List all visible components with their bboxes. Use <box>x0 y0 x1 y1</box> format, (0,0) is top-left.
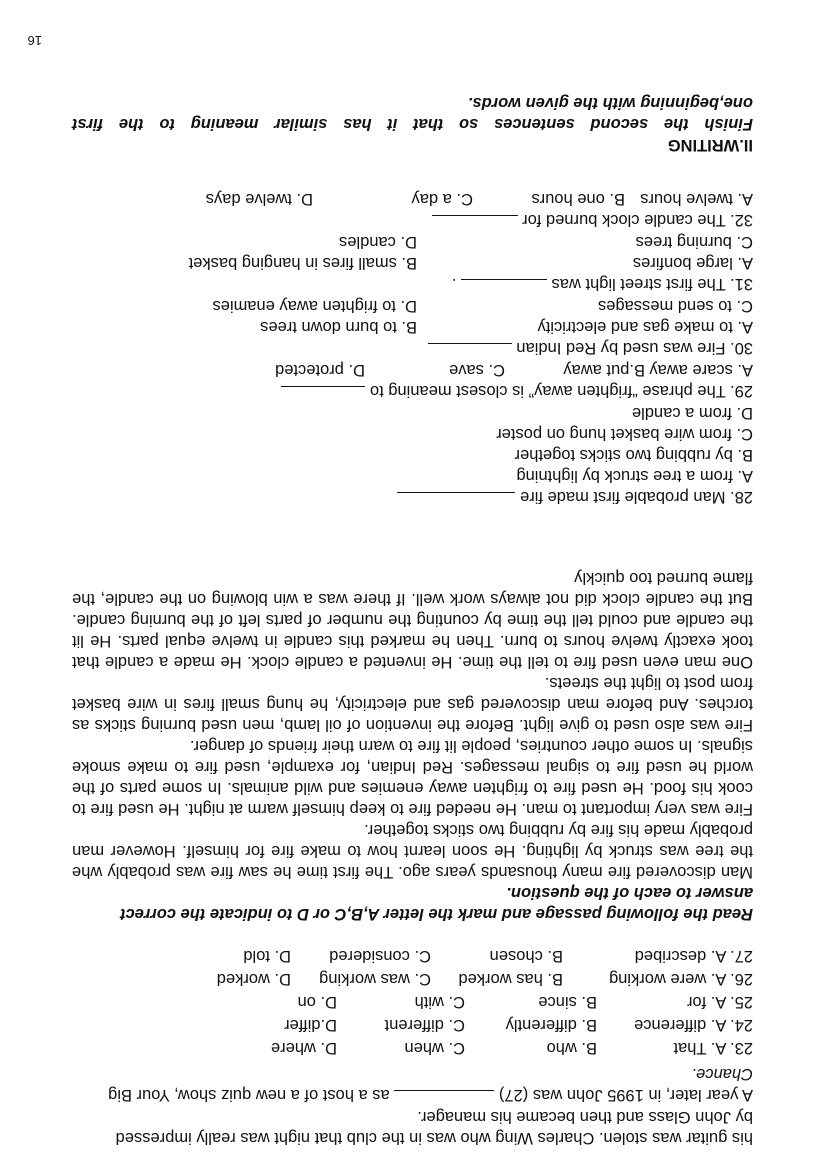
reading-instruction: answer to each of the question. <box>506 884 753 902</box>
option-d[interactable]: D. protected <box>275 361 365 379</box>
question-text: 29. The phrase “frighten away” is closest meaning to <box>369 382 753 400</box>
option-c[interactable]: C. with <box>414 993 465 1011</box>
option-b[interactable]: B. who <box>546 1039 597 1057</box>
option-c[interactable]: C. burning trees <box>635 233 753 251</box>
reading-paragraph-2: Fire was very important to man. He needed fire to keep himself warm at night. He used fire to cook his food. He used fire to frighten away enemies and wild animals. In some parts of the world he used fire to signal messages. Red Indian, for example, used fire to make smoke signals. In some other countries, people lit fire to warn their friends of danger. <box>72 737 753 818</box>
writing-instruction: Finish the second sentences so that it has similar meaning to the first <box>72 115 753 133</box>
reading-section <box>72 567 753 924</box>
option-c[interactable]: C. a day <box>411 190 473 208</box>
reading-paragraph-1: Man discovered fire many thousands years ago. The first time he saw fire was probably whe the tree was struck by lighting. He soon learnt how to make fire for himself. However man probably made his fire by rubbing two sticks together. <box>72 821 753 881</box>
question-31-options-ab <box>72 252 753 273</box>
option-d[interactable]: D. twelve days <box>205 190 313 208</box>
option-b[interactable]: B. since <box>538 993 597 1011</box>
option-d[interactable]: D. where <box>270 1039 337 1057</box>
question-28-stem <box>72 486 753 508</box>
option-b[interactable]: B. small fires in hanging basket <box>188 254 417 272</box>
option-d[interactable]: D.differ <box>284 1016 337 1034</box>
option-d[interactable]: D. to frighten away enamies <box>212 297 417 315</box>
question-row-25 <box>72 991 753 1012</box>
question-30-stem <box>72 337 753 359</box>
question-row-23 <box>72 1037 753 1058</box>
question-row-27 <box>72 945 753 966</box>
passage-text: A year later, in 1995 John was (27) <box>498 1086 753 1104</box>
option-d[interactable]: D. candles <box>339 233 417 251</box>
passage-line-with-blank <box>72 1084 753 1106</box>
option-c[interactable]: C. considered <box>329 947 431 965</box>
option-a[interactable]: 26. A. were working <box>609 970 753 988</box>
option-a[interactable]: A. twelve hours <box>640 190 753 208</box>
question-32-options <box>72 188 753 209</box>
option-c[interactable]: C. when <box>404 1039 465 1057</box>
option-a[interactable]: 24. A. difference <box>634 1016 753 1034</box>
option-b[interactable]: B. one hours <box>531 190 625 208</box>
option-b[interactable]: B. differently <box>505 1016 597 1034</box>
question-text: 30. Fire was used by Red Indian <box>516 339 753 357</box>
option-d[interactable]: D. told <box>243 947 291 965</box>
option-b[interactable]: B.put away <box>563 361 645 379</box>
option-a[interactable]: 27. A. described <box>634 947 753 965</box>
option-b[interactable]: B. by rubbing two sticks together <box>514 446 753 464</box>
question-text: . <box>451 275 457 293</box>
passage-continuation <box>72 1063 753 1148</box>
question-text: 28. Man probable first made fire <box>520 488 753 506</box>
passage-line: his guitar was stolen. Charles Wing who was in the club that night was really impressed <box>115 1129 753 1147</box>
answer-blank-31[interactable] <box>461 279 547 295</box>
option-c[interactable]: C. from wire basket hung on poster <box>496 425 753 443</box>
question-29-options <box>72 359 753 380</box>
option-a[interactable]: 25. A. for <box>686 993 753 1011</box>
option-a[interactable]: A. to make gas and electricity <box>537 318 753 336</box>
question-29-stem <box>72 380 753 402</box>
question-30-options-ab <box>72 316 753 337</box>
option-b[interactable]: B. to burn down trees <box>260 318 417 336</box>
passage-line: by John Glass and then became his manager. <box>417 1108 753 1126</box>
option-a[interactable]: A. scare away <box>649 361 753 379</box>
writing-section <box>72 92 753 155</box>
question-text: 32. The candle clock burned for <box>522 211 753 229</box>
question-31-options-cd <box>72 231 753 252</box>
option-a[interactable]: A. large bonfires <box>632 254 753 272</box>
option-a[interactable]: A. from a tree struck by lightning <box>516 467 753 485</box>
question-row-26 <box>72 968 753 989</box>
reading-paragraph-4: One man even used fire to tell the time. He invented a candle clock. He made a candle that took exactly twelve hours to burn. Then he marked this candle in twelve equal parts. He lit the candle and could tell the time by counting the number of parts left of the burning candle. But the candle clock did not always work well. If there was a win blowing on the candle, the flame burned too quickly <box>72 569 753 671</box>
question-32-stem <box>72 209 753 231</box>
option-c[interactable]: C. was working <box>319 970 431 988</box>
option-b[interactable]: B. chosen <box>489 947 563 965</box>
answer-blank-28[interactable] <box>397 492 515 508</box>
reading-questions <box>72 188 753 508</box>
option-a[interactable]: 23. A. That <box>673 1039 753 1057</box>
passage-line: Chance. <box>691 1065 753 1083</box>
option-b[interactable]: B. has worked <box>458 970 563 988</box>
option-c[interactable]: C. to send messages <box>598 297 753 315</box>
question-31-stem <box>72 273 753 295</box>
answer-blank-30[interactable] <box>428 343 512 359</box>
reading-paragraph-3: Fire was also used to give light. Before the invention of oil lamb, men used burning sticks as torches. And before man discovered gas and electricity, he hung small fires in wire basket from post to light the streets. <box>72 674 753 734</box>
reading-instruction: Read the following passage and mark the letter A,B,C or D to indicate the correct <box>120 905 753 923</box>
answer-blank-27[interactable] <box>394 1090 494 1106</box>
writing-instruction: one,beginning with the given words. <box>467 94 753 112</box>
passage-text: as a host of a new quiz show, Your Big <box>108 1086 390 1104</box>
option-d[interactable]: D. from a candle <box>631 404 753 422</box>
question-text: 31. The first street light was <box>551 275 753 293</box>
question-30-options-cd <box>72 295 753 316</box>
cloze-questions <box>72 945 753 1058</box>
page-number: 16 <box>27 33 42 48</box>
option-d[interactable]: D. on <box>297 993 337 1011</box>
question-row-24 <box>72 1014 753 1035</box>
option-c[interactable]: C. different <box>384 1016 465 1034</box>
option-d[interactable]: D. worked <box>216 970 291 988</box>
option-c[interactable]: C. save <box>449 361 505 379</box>
answer-blank-29[interactable] <box>281 386 365 402</box>
section-heading: II.WRITING <box>667 136 753 154</box>
answer-blank-32[interactable] <box>432 215 518 231</box>
